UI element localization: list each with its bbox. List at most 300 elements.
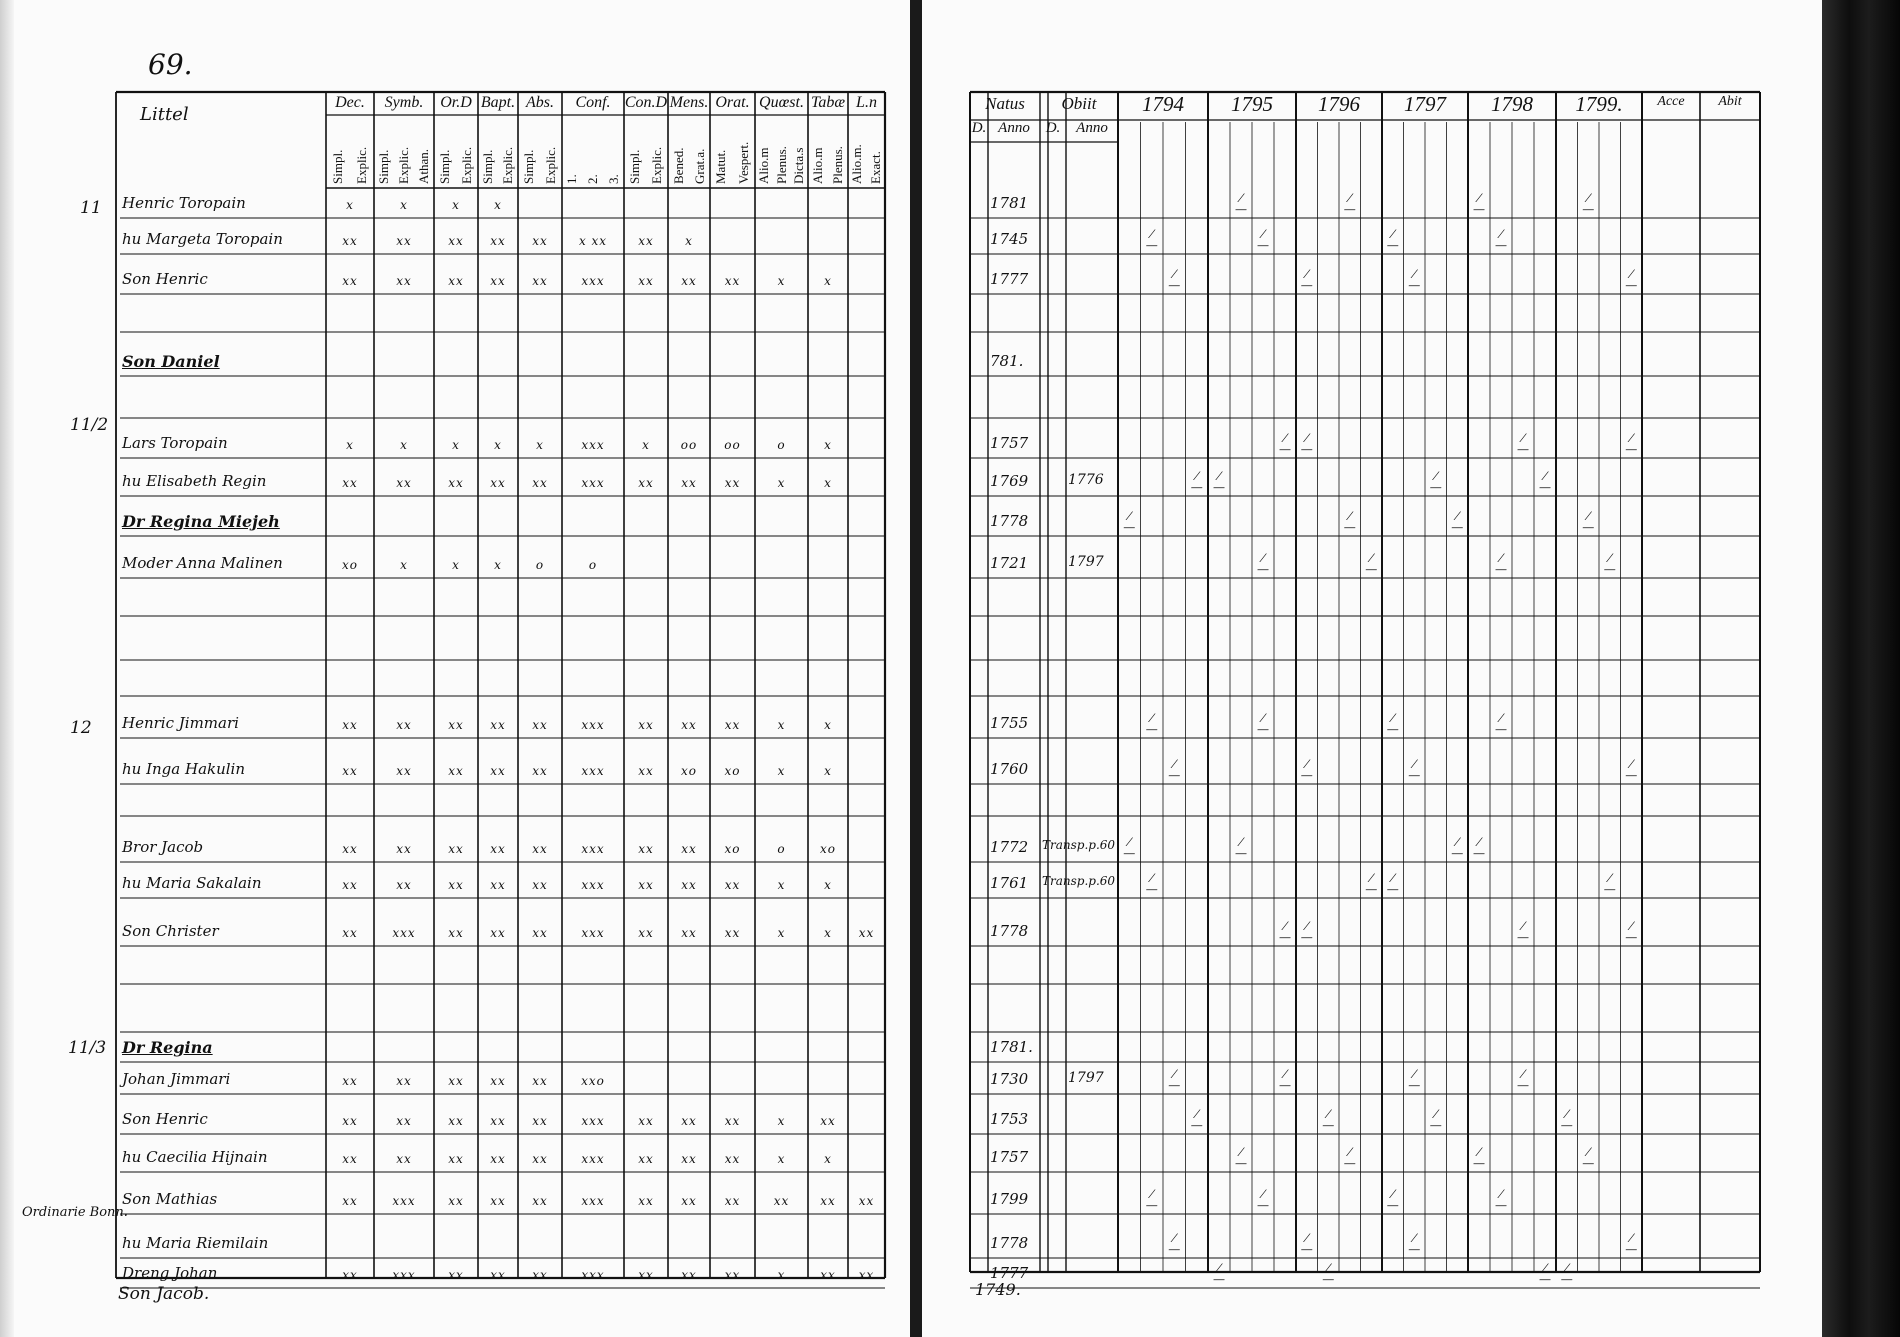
column-subheader: Alio.m (755, 147, 771, 184)
tally-mark: ⁄ ― (1257, 228, 1269, 252)
catechism-mark: xx (638, 926, 654, 940)
column-subheader: Alio.m. (849, 144, 865, 184)
tally-mark: ⁄ ― (1322, 1262, 1334, 1286)
catechism-mark: xx (638, 878, 654, 892)
birth-year: 1760 (990, 760, 1029, 778)
tally-mark: ⁄ ― (1604, 872, 1616, 896)
catechism-mark: xx (490, 274, 506, 288)
column-subheader: Explic. (396, 146, 411, 184)
column-subheader: Dicta.s (791, 147, 807, 184)
column-header: Symb. (384, 94, 424, 111)
catechism-mark: xx (681, 878, 697, 892)
catechism-mark: xx (532, 1152, 548, 1166)
footer-year: 1749. (975, 1280, 1021, 1299)
catechism-mark: xx (532, 842, 548, 856)
catechism-mark: o (535, 558, 545, 572)
catechism-mark: xx (490, 476, 506, 490)
tally-mark: ⁄ ― (1625, 268, 1637, 292)
catechism-mark: xx (342, 764, 358, 778)
catechism-mark: xx (490, 1268, 506, 1282)
tally-mark: ⁄ ― (1517, 432, 1529, 456)
birth-year: 1781. (990, 1038, 1033, 1056)
year-column-header: 1799. (1575, 92, 1623, 116)
column-header: Con.D (624, 94, 668, 111)
column-subheader: Explic. (543, 146, 558, 184)
tally-mark: ⁄ ― (1168, 268, 1180, 292)
catechism-mark: xxx (581, 842, 605, 856)
birth-year: 1772 (990, 838, 1029, 856)
tally-mark: ⁄ ― (1387, 712, 1399, 736)
catechism-mark: xx (532, 274, 548, 288)
catechism-mark: x (777, 476, 786, 490)
catechism-mark: xx (490, 1114, 506, 1128)
birth-year: 1745 (990, 230, 1029, 248)
catechism-mark: xx (724, 718, 741, 732)
catechism-mark: xx (490, 842, 506, 856)
person-name: Henric Toropain (122, 194, 246, 212)
catechism-mark: xxx (581, 1268, 605, 1282)
person-name: hu Maria Riemilain (122, 1234, 269, 1252)
person-name: hu Elisabeth Regin (122, 472, 267, 490)
catechism-mark: xx (448, 926, 464, 940)
catechism-mark: xx (448, 476, 464, 490)
tally-mark: ⁄ ― (1495, 228, 1507, 252)
catechism-mark: xx (820, 1268, 836, 1282)
catechism-mark: xx (724, 1194, 741, 1208)
catechism-mark: xx (342, 476, 358, 490)
catechism-mark: xxx (581, 1194, 605, 1208)
column-subheader: Anno (998, 120, 1030, 136)
catechism-mark: x (777, 1114, 786, 1128)
catechism-mark: xx (490, 764, 506, 778)
column-subheader: Simpl. (330, 149, 345, 184)
column-subheader: 2. (585, 174, 600, 184)
catechism-mark: xx (490, 1152, 506, 1166)
catechism-mark: x (452, 558, 460, 572)
catechism-mark: xx (448, 234, 464, 248)
year-column-header: Obiit (1061, 94, 1097, 113)
column-subheader: Alio.m (810, 147, 825, 184)
birth-year: 1755 (990, 714, 1029, 732)
catechism-mark: xx (858, 1194, 875, 1208)
catechism-mark: xx (342, 1268, 358, 1282)
column-subheader: Anno (1076, 120, 1108, 136)
column-subheader: Plenus. (830, 146, 845, 184)
year-column-header: 1796 (1318, 92, 1360, 116)
year-column-header: 1795 (1231, 92, 1273, 116)
catechism-mark: xx (638, 1152, 654, 1166)
column-header: Abs. (526, 94, 554, 111)
catechism-mark: xxx (581, 1152, 605, 1166)
column-header: Or.D (440, 94, 472, 111)
catechism-mark: xx (638, 764, 654, 778)
catechism-mark: x (452, 438, 460, 452)
tally-mark: ⁄ ― (1625, 1232, 1637, 1256)
catechism-mark: x xx (578, 234, 608, 248)
catechism-mark: xx (681, 274, 697, 288)
column-subheader: Explic. (500, 146, 515, 184)
tally-mark: ⁄ ― (1344, 1146, 1356, 1170)
catechism-mark: xx (773, 1194, 790, 1208)
tally-mark: ⁄ ― (1495, 1188, 1507, 1212)
catechism-mark: xx (490, 926, 506, 940)
tally-mark: ⁄ ― (1146, 228, 1158, 252)
column-subheader: Exact. (867, 151, 883, 184)
tally-mark: ⁄ ― (1213, 470, 1225, 494)
catechism-mark: xx (532, 718, 548, 732)
tally-mark: ⁄ ― (1495, 552, 1507, 576)
catechism-mark: xx (342, 842, 358, 856)
tally-mark: ⁄ ― (1168, 1068, 1180, 1092)
catechism-mark: xx (681, 842, 697, 856)
catechism-mark: xx (532, 476, 548, 490)
year-column-header: Natus (985, 94, 1025, 113)
catechism-mark: xx (724, 878, 741, 892)
tally-mark: ⁄ ― (1387, 228, 1399, 252)
person-name: Bror Jacob (122, 838, 204, 856)
catechism-mark: o (777, 438, 786, 452)
catechism-mark: xx (342, 878, 358, 892)
birth-year: 1778 (990, 922, 1029, 940)
catechism-mark: x (777, 1268, 786, 1282)
catechism-mark: xx (396, 878, 412, 892)
tally-mark: ⁄ ― (1625, 432, 1637, 456)
column-subheader: Explic. (649, 146, 664, 184)
catechism-mark: x (494, 438, 502, 452)
column-subheader: D. (1045, 120, 1061, 136)
tally-mark: ⁄ ― (1582, 1146, 1594, 1170)
household-number: 12 (70, 718, 92, 738)
catechism-mark: xx (490, 234, 506, 248)
catechism-mark: xx (342, 274, 358, 288)
tally-mark: ⁄ ― (1365, 872, 1377, 896)
catechism-mark: xx (490, 1194, 506, 1208)
catechism-mark: xxx (581, 926, 605, 940)
catechism-mark: x (777, 764, 786, 778)
person-name: Son Henric (122, 270, 208, 288)
tally-mark: ⁄ ― (1387, 872, 1399, 896)
column-subheader: Grat.a. (691, 148, 707, 184)
catechism-mark: xx (448, 842, 464, 856)
catechism-mark: oo (680, 438, 698, 452)
catechism-mark: x (824, 926, 832, 940)
death-or-transfer: 1776 (1068, 472, 1104, 488)
catechism-mark: x (824, 274, 832, 288)
catechism-mark: xx (448, 1152, 464, 1166)
column-subheader: 1. (564, 174, 580, 184)
column-subheader: Simpl. (480, 149, 495, 184)
tally-mark: ⁄ ― (1408, 1232, 1420, 1256)
catechism-mark: xx (724, 1114, 741, 1128)
catechism-mark: xx (532, 764, 548, 778)
column-subheader: Simpl. (437, 149, 452, 184)
catechism-mark: xx (724, 926, 741, 940)
column-subheader: Explic. (459, 146, 474, 184)
person-name: Dr Regina Miejeh (122, 512, 280, 531)
catechism-mark: xo (681, 764, 697, 778)
tally-mark: ⁄ ― (1473, 192, 1485, 216)
column-subheader: Simpl. (521, 149, 536, 184)
person-name: Johan Jimmari (122, 1070, 231, 1088)
catechism-mark: x (400, 558, 408, 572)
column-subheader: Plenus. (773, 146, 789, 184)
catechism-mark: xx (396, 274, 412, 288)
catechism-mark: x (346, 198, 354, 212)
tally-mark: ⁄ ― (1344, 192, 1356, 216)
catechism-mark: xx (681, 1194, 697, 1208)
birth-year: 1778 (990, 512, 1029, 530)
person-name: hu Margeta Toropain (122, 230, 283, 248)
tally-mark: ⁄ ― (1582, 510, 1594, 534)
catechism-mark: xxx (581, 878, 605, 892)
tally-mark: ⁄ ― (1257, 552, 1269, 576)
catechism-mark: xxx (581, 438, 605, 452)
catechism-mark: xx (448, 274, 464, 288)
catechism-mark: xx (638, 842, 654, 856)
catechism-mark: xx (396, 476, 412, 490)
tally-mark: ⁄ ― (1539, 1262, 1551, 1286)
year-column-header: 1798 (1491, 92, 1533, 116)
catechism-mark: xx (532, 1194, 548, 1208)
catechism-mark: xxx (392, 1194, 416, 1208)
catechism-mark: xx (532, 1268, 548, 1282)
catechism-mark: xx (448, 764, 464, 778)
tally-mark: ⁄ ― (1408, 758, 1420, 782)
catechism-mark: x (777, 1152, 786, 1166)
catechism-mark: xx (532, 926, 548, 940)
birth-year: 1781 (990, 194, 1029, 212)
catechism-mark: xo (820, 842, 836, 856)
catechism-mark: xx (681, 476, 697, 490)
household-number: 11/3 (68, 1038, 107, 1058)
column-subheader: 3. (605, 174, 621, 184)
column-subheader: Simpl. (376, 149, 391, 184)
person-name: hu Inga Hakulin (122, 760, 246, 778)
tally-mark: ⁄ ― (1430, 470, 1442, 494)
tally-mark: ⁄ ― (1257, 1188, 1269, 1212)
birth-year: 1721 (990, 554, 1029, 572)
catechism-mark: xo (342, 558, 358, 572)
catechism-mark: xx (724, 476, 741, 490)
birth-year: 1778 (990, 1234, 1029, 1252)
tally-mark: ⁄ ― (1279, 432, 1291, 456)
column-header: Quœst. (759, 94, 804, 111)
tally-mark: ⁄ ― (1495, 712, 1507, 736)
catechism-mark: xx (638, 274, 654, 288)
tally-mark: ⁄ ― (1279, 920, 1291, 944)
tally-mark: ⁄ ― (1301, 268, 1313, 292)
column-header-name: Littel (140, 104, 189, 125)
catechism-mark: x (400, 198, 408, 212)
tally-mark: ⁄ ― (1191, 470, 1203, 494)
tally-mark: ⁄ ― (1123, 836, 1135, 860)
death-or-transfer: 1797 (1068, 554, 1104, 570)
catechism-mark: xx (638, 1114, 654, 1128)
column-subheader: Vespert. (735, 141, 751, 184)
catechism-mark: x (824, 718, 832, 732)
catechism-mark: xx (396, 718, 412, 732)
catechism-mark: xxx (581, 274, 605, 288)
catechism-mark: x (824, 764, 832, 778)
catechism-mark: xx (342, 234, 358, 248)
tally-mark: ⁄ ― (1301, 758, 1313, 782)
catechism-mark: xo (724, 764, 741, 778)
catechism-mark: xxx (581, 718, 605, 732)
tally-mark: ⁄ ― (1123, 510, 1135, 534)
catechism-mark: xx (396, 1152, 412, 1166)
catechism-mark: xx (342, 1152, 358, 1166)
catechism-mark: xx (396, 234, 412, 248)
tally-mark: ⁄ ― (1168, 758, 1180, 782)
column-subheader: D. (971, 120, 987, 136)
catechism-mark: xx (724, 1268, 741, 1282)
birth-year: 781. (990, 352, 1024, 370)
catechism-mark: x (824, 1152, 832, 1166)
catechism-mark: xx (448, 878, 464, 892)
column-header: Mens. (669, 94, 709, 111)
catechism-mark: xx (448, 1194, 464, 1208)
catechism-mark: xx (490, 1074, 506, 1088)
catechism-mark: xx (396, 764, 412, 778)
catechism-mark: xx (490, 718, 506, 732)
catechism-mark: xx (532, 1114, 548, 1128)
tally-mark: ⁄ ― (1451, 510, 1463, 534)
birth-year: 1769 (990, 472, 1029, 490)
tally-mark: ⁄ ― (1582, 192, 1594, 216)
catechism-mark: xx (681, 718, 697, 732)
tally-mark: ⁄ ― (1235, 1146, 1247, 1170)
birth-year: 1757 (990, 434, 1029, 452)
column-subheader: Bened. (670, 147, 686, 184)
birth-year: 1777 (990, 270, 1029, 288)
catechism-mark: xx (638, 1268, 654, 1282)
person-name: hu Caecilia Hijnain (122, 1148, 268, 1166)
catechism-mark: xx (681, 1152, 697, 1166)
tally-mark: ⁄ ― (1322, 1108, 1334, 1132)
catechism-mark: x (824, 438, 832, 452)
catechism-mark: x (536, 438, 544, 452)
person-name: Moder Anna Malinen (122, 554, 283, 572)
catechism-mark: xx (396, 842, 412, 856)
person-name: Dreng Johan (122, 1264, 218, 1282)
tally-mark: ⁄ ― (1473, 1146, 1485, 1170)
column-subheader: Explic. (354, 146, 369, 184)
catechism-mark: x (452, 198, 460, 212)
tally-mark: ⁄ ― (1539, 470, 1551, 494)
person-name: Henric Jimmari (122, 714, 239, 732)
catechism-mark: xo (724, 842, 741, 856)
catechism-mark: xx (448, 1074, 464, 1088)
catechism-mark: xx (681, 1114, 697, 1128)
catechism-mark: x (400, 438, 408, 452)
death-or-transfer: Transp.p.60 (1042, 838, 1116, 852)
catechism-mark: xx (448, 1114, 464, 1128)
catechism-mark: x (824, 878, 832, 892)
catechism-mark: x (494, 558, 502, 572)
birth-year: 1730 (990, 1070, 1029, 1088)
year-column-header: 1797 (1404, 92, 1446, 116)
tally-mark: ⁄ ― (1561, 1262, 1573, 1286)
person-name: Dr Regina (122, 1038, 213, 1057)
tally-mark: ⁄ ― (1517, 920, 1529, 944)
catechism-mark: xxx (581, 1114, 605, 1128)
catechism-mark: xxx (581, 476, 605, 490)
tally-mark: ⁄ ― (1257, 712, 1269, 736)
catechism-mark: xx (638, 718, 654, 732)
year-column-header: Abit (1718, 94, 1742, 109)
catechism-mark: xx (532, 234, 548, 248)
catechism-mark: x (642, 438, 650, 452)
tally-mark: ⁄ ― (1146, 1188, 1158, 1212)
catechism-mark: x (346, 438, 354, 452)
column-header: Conf. (575, 94, 611, 111)
catechism-mark: xx (342, 1074, 358, 1088)
catechism-mark: xx (396, 1074, 412, 1088)
column-subheader: Athan. (416, 148, 431, 184)
catechism-mark: xx (681, 926, 697, 940)
catechism-mark: x (824, 476, 832, 490)
tally-mark: ⁄ ― (1408, 268, 1420, 292)
person-name: Son Daniel (122, 352, 220, 371)
catechism-mark: x (777, 926, 786, 940)
catechism-mark: x (777, 274, 786, 288)
tally-mark: ⁄ ― (1301, 1232, 1313, 1256)
catechism-mark: xx (532, 878, 548, 892)
tally-mark: ⁄ ― (1517, 1068, 1529, 1092)
death-or-transfer: 1797 (1068, 1070, 1104, 1086)
tally-mark: ⁄ ― (1365, 552, 1377, 576)
column-subheader: Simpl. (627, 149, 642, 184)
person-name: Son Mathias (122, 1190, 218, 1208)
tally-mark: ⁄ ― (1213, 1262, 1225, 1286)
birth-year: 1799 (990, 1190, 1029, 1208)
tally-mark: ⁄ ― (1473, 836, 1485, 860)
catechism-mark: xx (638, 234, 654, 248)
tally-mark: ⁄ ― (1451, 836, 1463, 860)
tally-mark: ⁄ ― (1387, 1188, 1399, 1212)
catechism-mark: o (588, 558, 598, 572)
household-number: 11 (80, 198, 102, 218)
catechism-mark: xxo (581, 1074, 605, 1088)
tally-mark: ⁄ ― (1191, 1108, 1203, 1132)
birth-year: 1757 (990, 1148, 1029, 1166)
catechism-mark: xx (858, 926, 875, 940)
column-header: L.n (856, 94, 877, 111)
catechism-mark: xx (448, 1268, 464, 1282)
tally-mark: ⁄ ― (1604, 552, 1616, 576)
catechism-mark: x (777, 878, 786, 892)
catechism-mark: xx (342, 1114, 358, 1128)
tally-mark: ⁄ ― (1279, 1068, 1291, 1092)
tally-mark: ⁄ ― (1625, 920, 1637, 944)
catechism-mark: xxx (392, 1268, 416, 1282)
catechism-mark: xx (681, 1268, 697, 1282)
tally-mark: ⁄ ― (1235, 836, 1247, 860)
catechism-mark: oo (724, 438, 741, 452)
tally-mark: ⁄ ― (1146, 872, 1158, 896)
birth-year: 1761 (990, 874, 1029, 892)
tally-mark: ⁄ ― (1301, 920, 1313, 944)
page-number: 69. (148, 48, 193, 81)
household-number: 11/2 (70, 415, 109, 435)
tally-mark: ⁄ ― (1146, 712, 1158, 736)
tally-mark: ⁄ ― (1235, 192, 1247, 216)
catechism-mark: xx (448, 718, 464, 732)
tally-mark: ⁄ ― (1301, 432, 1313, 456)
catechism-mark: xx (858, 1268, 875, 1282)
column-header: Bapt. (480, 94, 516, 111)
catechism-mark: xx (342, 1194, 358, 1208)
